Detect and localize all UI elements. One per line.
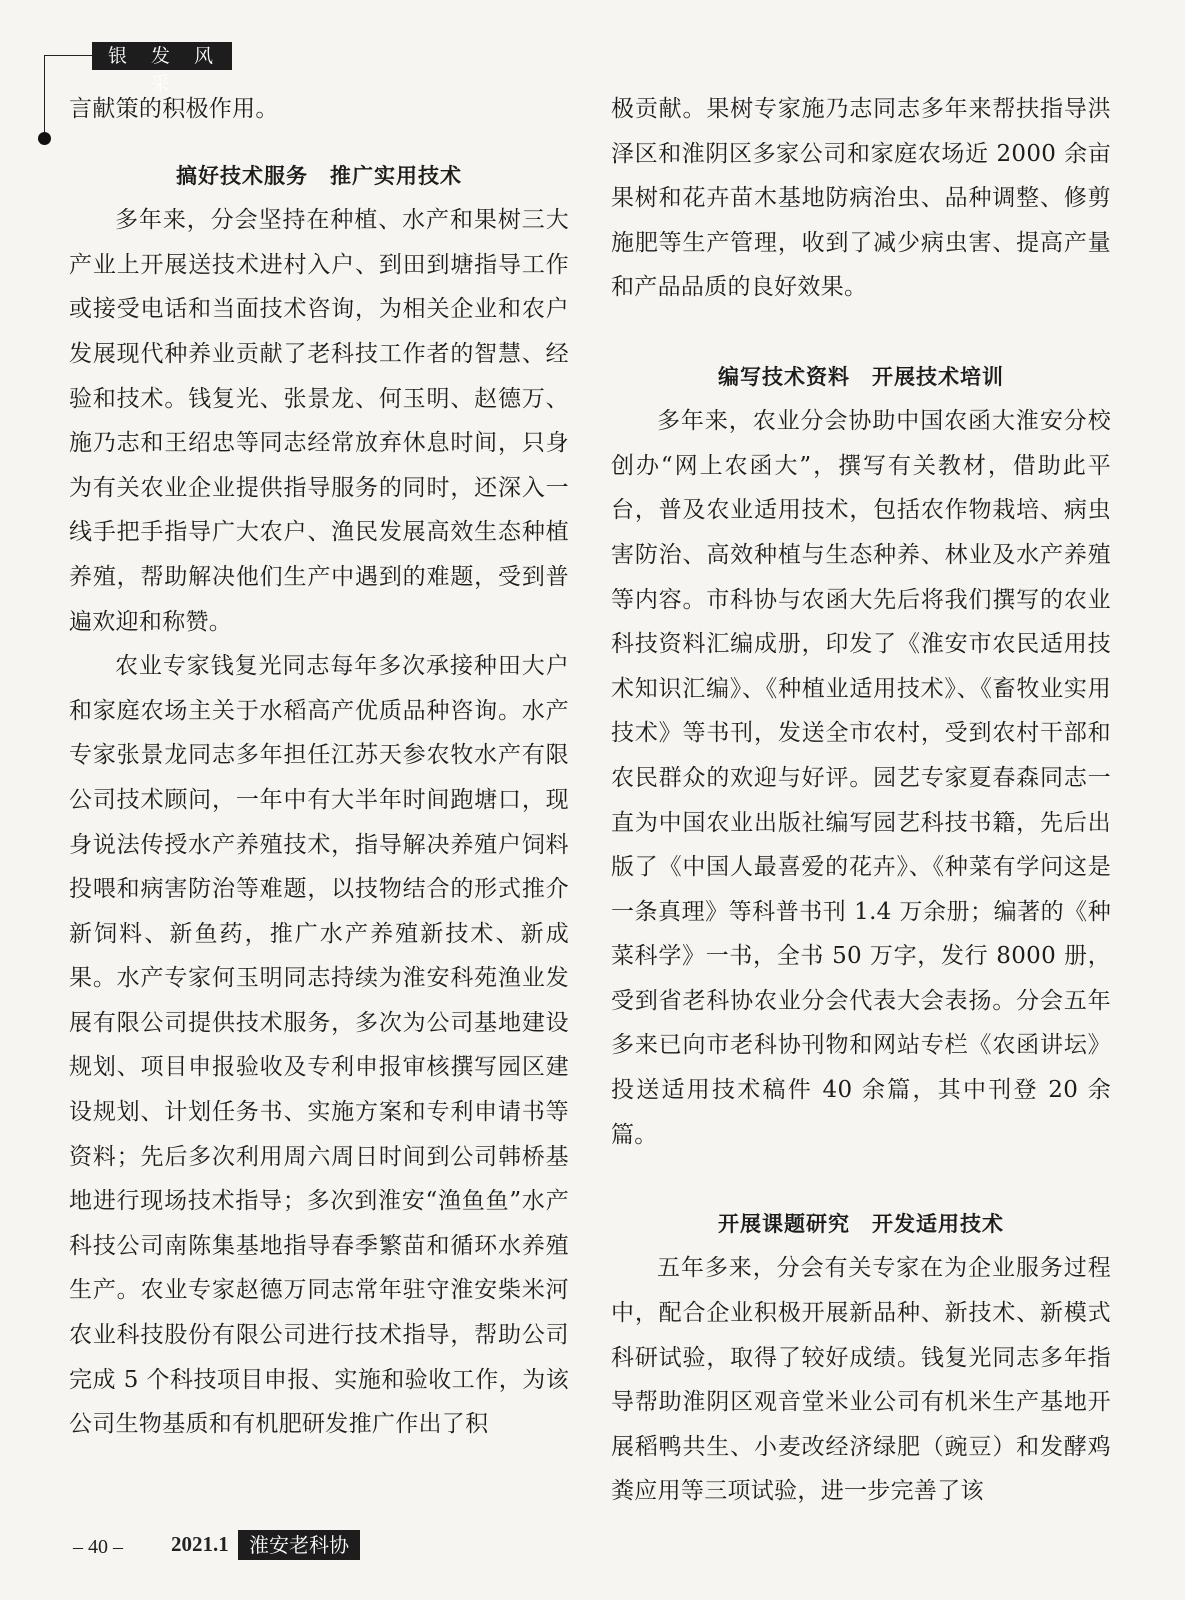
page-number: – 40 – — [73, 1536, 123, 1558]
paragraph: 五年多来，分会有关专家在为企业服务过程中，配合企业积极开展新品种、新技术、新模式科研试验，取得了较好成绩。钱复光同志多年指导帮助淮阴区观音堂米业公司有机米生产基地开展稻鸭共生、小麦改经济绿肥（豌豆）和发酵鸡粪应用等三项试验，进一步完善了该 — [611, 1255, 1111, 1505]
paragraph: 多年来，分会坚持在种植、水产和果树三大产业上开展送技术进村入户、到田到塘指导工作或接受电话和当面技术咨询，为相关企业和农户发展现代种养业贡献了老科技工作者的智慧、经验和技术。钱复光、张景龙、何玉明、赵德万、施乃志和王绍忠等同志经常放弃休息时间，只身为有关农业企业提供指导服务的同时，还深入一线手把手指导广大农户、渔民发展高效生态种植养殖，帮助解决他们生产中遇到的难题，受到普遍欢迎和称赞。 — [69, 207, 569, 635]
section-heading-tech-service: 搞好技术服务 推广实用技术 — [176, 163, 462, 188]
journal-name-badge: 淮安老科协 — [238, 1530, 360, 1560]
issue-number: 2021.1 — [171, 1532, 229, 1556]
right-column — [611, 87, 1111, 1514]
paragraph: 农业专家钱复光同志每年多次承接种田大户和家庭农场主关于水稻高产优质品种咨询。水产专家张景龙同志多年担任江苏天参农牧水产有限公司技术顾问，一年中有大半年时间跑塘口，现身说法传授水产养殖技术，指导解决养殖户饲料投喂和病害防治等难题，以技物结合的形式推介新饲料、新鱼药，推广水产养殖新技术、新成果。水产专家何玉明同志持续为淮安科苑渔业发展有限公司提供技术服务，多次为公司基地建设规划、项目申报验收及专利申报审核撰写园区建设规划、计划任务书、实施方案和专利申请书等资料；先后多次利用周六周日时间到公司韩桥基地进行现场技术指导；多次到淮安“渔鱼鱼”水产科技公司南陈集基地指导春季繁苗和循环水养殖生产。农业专家赵德万同志常年驻守淮安柴米河农业科技股份有限公司进行技术指导，帮助公司完成 5 个科技项目申报、实施和验收工作，为该公司生物基质和有机肥研发推广作出了积 — [69, 653, 569, 1438]
section-tag: 银 发 风 采 — [92, 42, 232, 70]
paragraph: 多年来，农业分会协助中国农函大淮安分校创办“网上农函大”，撰写有关教材，借助此平台，普及农业适用技术，包括农作物栽培、病虫害防治、高效种植与生态种养、林业及水产养殖等内容。市科协与农函大先后将我们撰写的农业科技资料汇编成册，印发了《淮安市农民适用技术知识汇编》、《种植业适用技术》、《畜牧业实用技术》等书刊，发送全市农村，受到农村干部和农民群众的欢迎与好评。园艺专家夏春森同志一直为中国农业出版社编写园艺科技书籍，先后出版了《中国人最喜爱的花卉》、《种菜有学问这是一条真理》等科普书刊 1.4 万余册；编著的《种菜科学》一书，全书 50 万字，发行 8000 册，受到省老科协农业分会代表大会表扬。分会五年多来已向市老科协刊物和网站专栏《农函讲坛》投送适用技术稿件 40 余篇，其中刊登 20 余篇。 — [611, 408, 1111, 1148]
header-dot — [38, 132, 51, 145]
section-heading-tech-materials: 编写技术资料 开展技术培训 — [718, 364, 1004, 389]
page-footer — [0, 1530, 1185, 1570]
header-vertical-rule — [44, 55, 45, 139]
paragraph-continued: 言献策的积极作用。 — [69, 96, 279, 122]
paragraph-continued: 极贡献。果树专家施乃志同志多年来帮扶指导洪泽区和淮阴区多家公司和家庭农场近 2000 余亩果树和花卉苗木基地防病治虫、品种调整、修剪施肥等生产管理，收到了减少病虫害、提高产量和产品品质的良好效果。 — [611, 96, 1111, 301]
left-column — [69, 87, 569, 1447]
section-heading-research: 开展课题研究 开发适用技术 — [718, 1211, 1004, 1236]
